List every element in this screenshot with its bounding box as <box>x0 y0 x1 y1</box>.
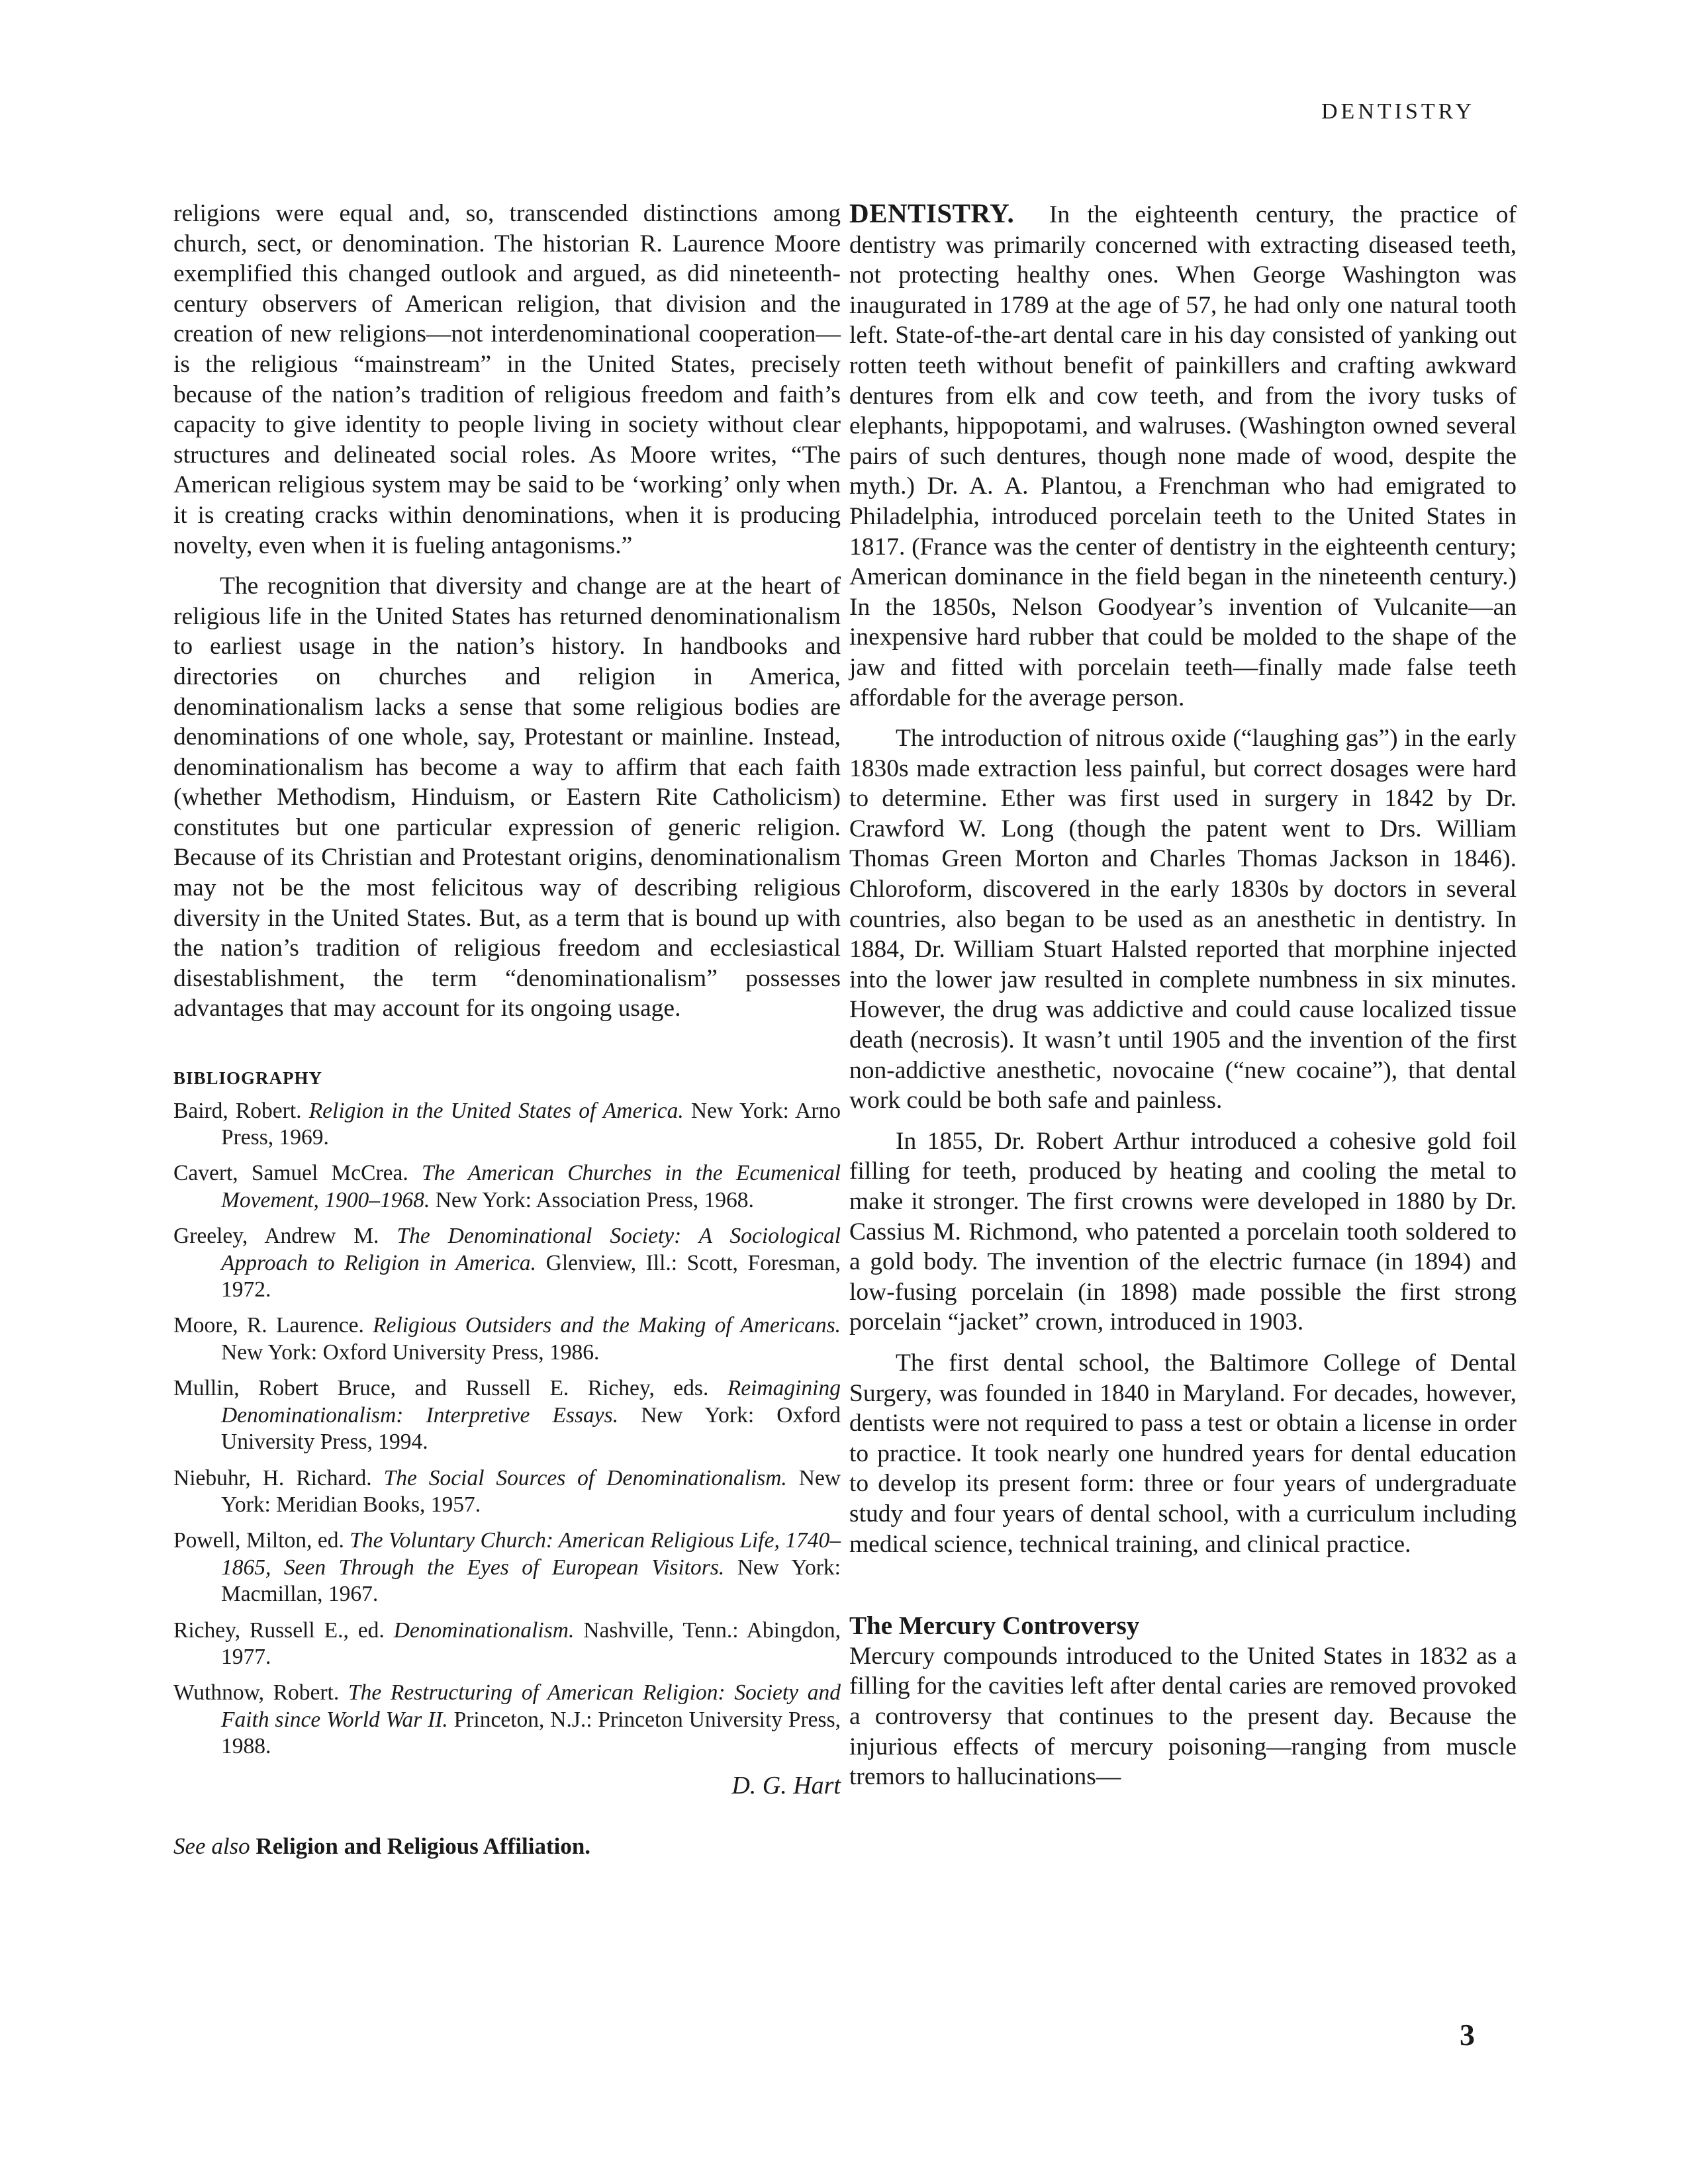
body-paragraph <box>849 199 1517 713</box>
bib-publication: New York: Arno Press, 1969. <box>221 1098 841 1150</box>
bibliography-entry <box>173 1098 841 1152</box>
body-paragraph: The introduction of nitrous oxide (“laughing gas”) in the early 1830s made extraction less painful, but correct dosages were hard to determine. Ether was first used in surgery in 1842 by Dr. Crawford W. Long (though the patent went to Drs. William Thomas Green Morton and Charles Thomas Jackson in 1846). Chloroform, discovered in the early 1830s by doctors in several countries, also began to be used as an anesthetic in dentistry. In 1884, Dr. William Stuart Halsted reported that morphine injected into the lower jaw resulted in complete numbness in six minutes. However, the drug was addictive and could cause localized tissue death (necrosis). It wasn’t until 1905 and the invention of the first non-addictive anesthetic, novocaine (“new cocaine”), that dental work could be both safe and painless. <box>849 725 1517 1115</box>
body-paragraph: Mercury compounds introduced to the United States in 1832 as a filling for the cavities left after dental caries are removed provoked a controversy that continues to the present day. Because the injurious effects of mercury poisoning—ranging from muscle tremors to hallucinations— <box>849 1642 1517 1791</box>
bib-title: Denominationalism. <box>393 1617 575 1643</box>
body-paragraph: In 1855, Dr. Robert Arthur introduced a cohesive gold foil filling for teeth, produced by heating and cooling the metal to make it stronger. The first crowns were developed in 1880 by Dr. Cassius M. Richmond, who patented a porcelain tooth soldered to a gold body. The invention of the electric furnace (in 1894) and low-fusing porcelain (in 1898) made possible the first strong porcelain “jacket” crown, introduced in 1903. <box>849 1127 1517 1336</box>
bib-publication: New York: Oxford University Press, 1986. <box>221 1340 600 1365</box>
bibliography-entry <box>173 1680 841 1760</box>
entry-title: DENTISTRY. <box>849 198 1015 228</box>
bib-author: Richey, Russell E., ed. <box>173 1617 385 1643</box>
bib-publication: Glenview, Ill.: Scott, Foresman, 1972. <box>221 1250 841 1302</box>
bibliography-heading: BIBLIOGRAPHY <box>173 1068 323 1089</box>
bibliography-entry <box>173 1312 841 1366</box>
bib-title: The Voluntary Church: American Religious Life, 1740–1865, Seen Through the Eyes of European Visitors. <box>221 1528 841 1580</box>
bibliography-list <box>173 1098 841 1760</box>
bib-publication: New York: Macmillan, 1967. <box>221 1555 841 1607</box>
running-head: DENTISTRY <box>1321 99 1475 124</box>
left-column <box>173 199 841 1862</box>
see-also-link[interactable]: Religion and Religious Affiliation. <box>256 1833 591 1860</box>
author-signature: D. G. Hart <box>731 1771 841 1799</box>
page-number: 3 <box>1460 2018 1475 2052</box>
bib-author: Niebuhr, H. Richard. <box>173 1465 372 1490</box>
bib-publication: New York: Oxford University Press, 1994. <box>221 1402 841 1455</box>
bib-author: Greeley, Andrew M. <box>173 1224 379 1249</box>
entry-lead-text: In the eighteenth century, the practice of dentistry was primarily concerned with extracting diseased teeth, not protecting healthy ones. When George Washington was inaugurated in 1789 at the age of 57, he had only one natural tooth left. State-of-the-art dental care in his day consisted of yanking out rotten teeth without benefit of painkillers and crafting awkward dentures from elk and cow teeth, and from the ivory tusks of elephants, hippopotami, and walruses. (Washington owned several pairs of such dentures, though none made of wood, despite the myth.) Dr. A. A. Plantou, a Frenchman who had emigrated to Philadelphia, introduced porcelain teeth to the United States in 1817. (France was the center of dentistry in the eighteenth century; American dominance in the field began in the nineteenth century.) In the 1850s, Nelson Goodyear’s invention of Vulcanite—an inexpensive hard rubber that could be molded to the shape of the jaw and fitted with porcelain teeth—finally made false teeth affordable for the average person. <box>849 201 1517 711</box>
bib-author: Cavert, Samuel McCrea. <box>173 1161 408 1186</box>
body-paragraph: The first dental school, the Baltimore College of Dental Surgery, was founded in 1840 in Maryland. For decades, however, dentists were not required to pass a test or obtain a license in order to practice. It took nearly one hundred years for dental education to develop its present form: three or four years of undergraduate study and four years of dental school, with a curriculum including medical science, technical training, and clinical practice. <box>849 1349 1517 1558</box>
bib-author: Wuthnow, Robert. <box>173 1680 340 1706</box>
bibliography-entry <box>173 1617 841 1671</box>
bibliography-entry <box>173 1160 841 1214</box>
see-also-label: See also <box>173 1833 250 1860</box>
bib-author: Mullin, Robert Bruce, and Russell E. Richey, eds. <box>173 1376 709 1401</box>
bib-title: The Restructuring of American Religion: Society and Faith since World War II. <box>221 1680 841 1732</box>
bib-publication: Princeton, N.J.: Princeton University Press, 1988. <box>221 1707 841 1759</box>
bib-publication: Nashville, Tenn.: Abingdon, 1977. <box>221 1617 841 1669</box>
bib-title: Religion in the United States of America. <box>308 1098 684 1123</box>
bibliography-entry <box>173 1465 841 1519</box>
section-subheading: The Mercury Controversy <box>849 1612 1140 1641</box>
bib-author: Baird, Robert. <box>173 1098 302 1123</box>
bib-publication: New York: Meridian Books, 1957. <box>221 1465 841 1517</box>
body-paragraph: The recognition that diversity and change are at the heart of religious life in the United States has returned denominationalism to earliest usage in the nation’s history. In handbooks and directories on churches and religion in America, denominationalism lacks a sense that some religious bodies are denominations of one whole, say, Protestant or mainline. Instead, denominationalism has become a way to affirm that each faith (whether Methodism, Hinduism, or Eastern Rite Catholicism) constitutes but one particular expression of generic religion. Because of its Christian and Protestant origins, denominationalism may not be the most felicitous way of describing religious diversity in the United States. But, as a term that is bound up with the nation’s tradition of religious freedom and ecclesiastical disestablishment, the term “denominationalism” possesses advantages that may account for its ongoing usage. <box>173 572 841 1023</box>
see-also-reference <box>173 1831 841 1862</box>
bib-title: The American Churches in the Ecumenical Movement, 1900–1968. <box>221 1161 841 1212</box>
body-paragraph: religions were equal and, so, transcended distinctions among church, sect, or denomination. The historian R. Laurence Moore exemplified this changed outlook and argued, as did nineteenth-century observers of American religion, that division and the creation of new religions—not interdenominational cooperation—is the religious “mainstream” in the United States, precisely because of the nation’s tradition of religious freedom and faith’s capacity to give identity to people living in society without clear structures and delineated social roles. As Moore writes, “The American religious system may be said to be ‘working’ only when it is creating cracks within denominations, when it is producing novelty, even when it is fueling antagonisms.” <box>173 200 841 559</box>
bibliography-entry <box>173 1223 841 1303</box>
bib-title: The Social Sources of Denominationalism. <box>383 1465 787 1490</box>
bib-author: Powell, Milton, ed. <box>173 1528 344 1553</box>
bibliography-entry <box>173 1527 841 1608</box>
bib-title: Religious Outsiders and the Making of Americans. <box>373 1313 841 1338</box>
bib-title: The Denominational Society: A Sociological Approach to Religion in America. <box>221 1224 841 1275</box>
bib-title: Reimagining Denominationalism: Interpretive Essays. <box>221 1376 841 1428</box>
right-column <box>849 199 1517 1792</box>
bib-publication: New York: Association Press, 1968. <box>435 1187 754 1212</box>
bibliography-entry <box>173 1375 841 1455</box>
bib-author: Moore, R. Laurence. <box>173 1313 364 1338</box>
